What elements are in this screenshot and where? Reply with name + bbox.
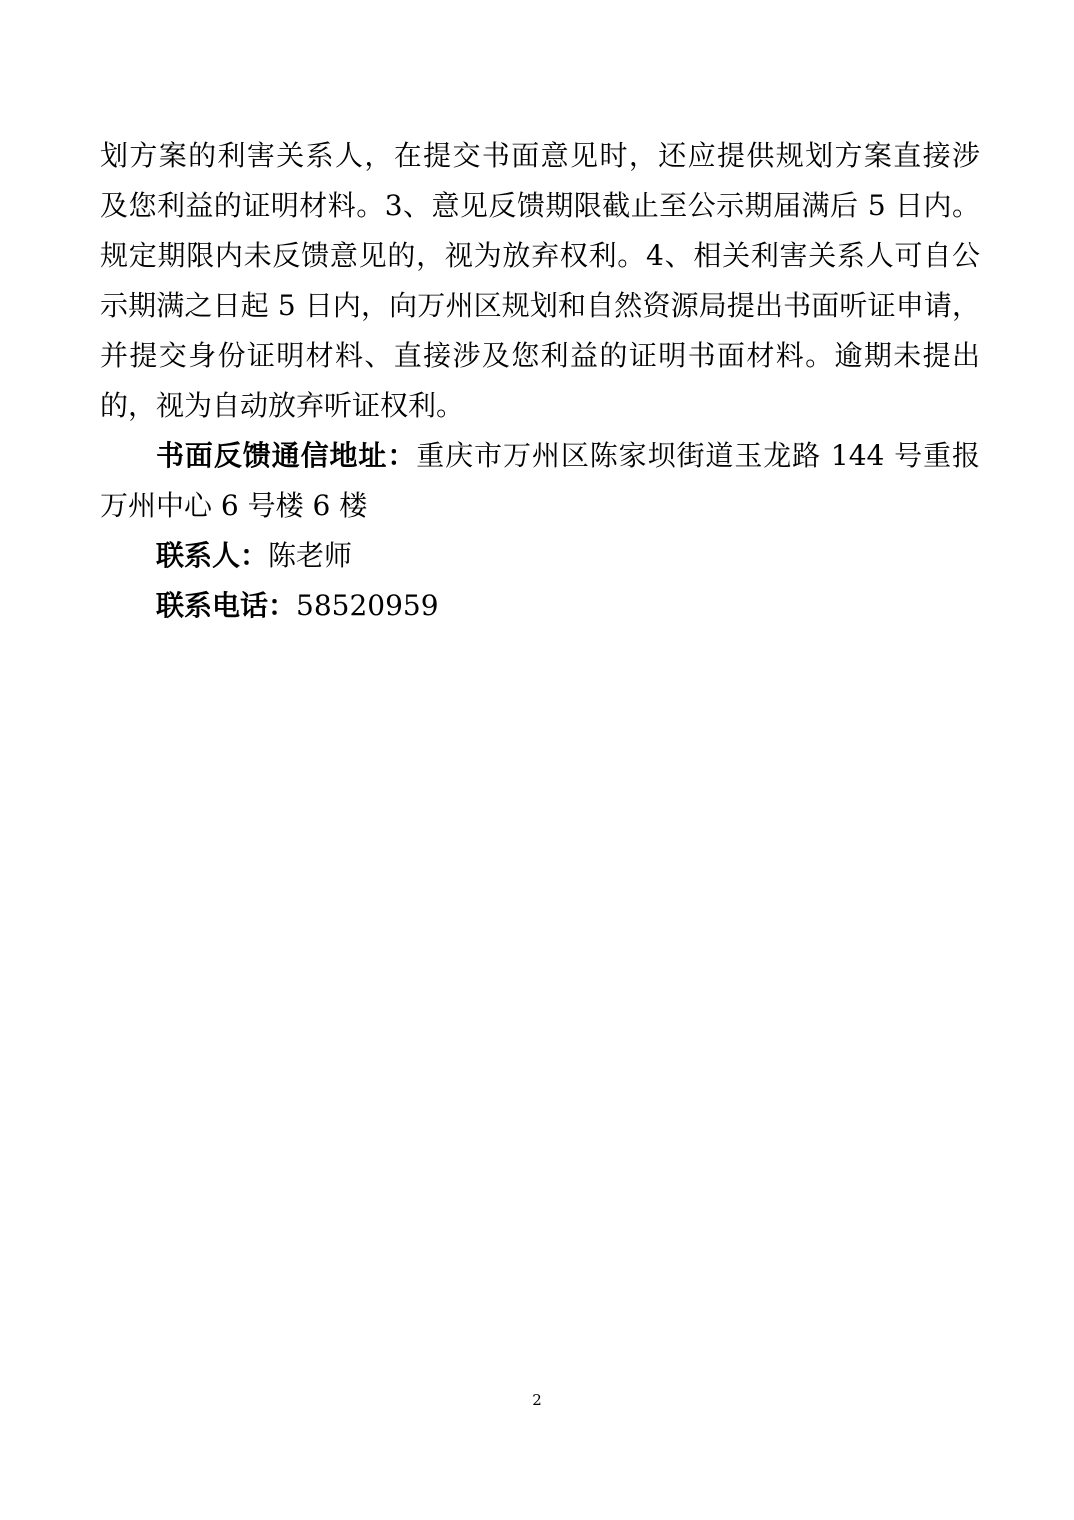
page-number: 2 bbox=[532, 1391, 542, 1409]
address-line-1 bbox=[156, 436, 980, 476]
paragraph-line-5: 并提交身份证明材料、直接涉及您利益的证明书面材料。逾期未提出 bbox=[100, 339, 980, 372]
address-value-line-1: 重庆市万州区陈家坝街道玉龙路 144 号重报 bbox=[416, 439, 980, 472]
address-value-line-2: 万州中心 6 号楼 6 楼 bbox=[100, 489, 368, 522]
paragraph-line-3: 规定期限内未反馈意见的，视为放弃权利。4、相关利害关系人可自公 bbox=[100, 239, 980, 272]
contact-value: 陈老师 bbox=[268, 539, 353, 572]
paragraph-line-1: 划方案的利害关系人，在提交书面意见时，还应提供规划方案直接涉 bbox=[100, 139, 980, 172]
phone-label: 联系电话： bbox=[156, 589, 297, 622]
phone-line bbox=[156, 586, 980, 626]
paragraph-line-6: 的，视为自动放弃听证权利。 bbox=[100, 389, 465, 422]
contact-label: 联系人： bbox=[156, 539, 269, 572]
paragraph-line-2: 及您利益的证明材料。3、意见反馈期限截止至公示期届满后 5 日内。 bbox=[100, 189, 980, 222]
contact-line bbox=[156, 536, 980, 576]
phone-value: 58520959 bbox=[296, 589, 439, 622]
paragraph-line-4: 示期满之日起 5 日内，向万州区规划和自然资源局提出书面听证申请， bbox=[100, 289, 980, 322]
address-label: 书面反馈通信地址： bbox=[156, 439, 417, 472]
